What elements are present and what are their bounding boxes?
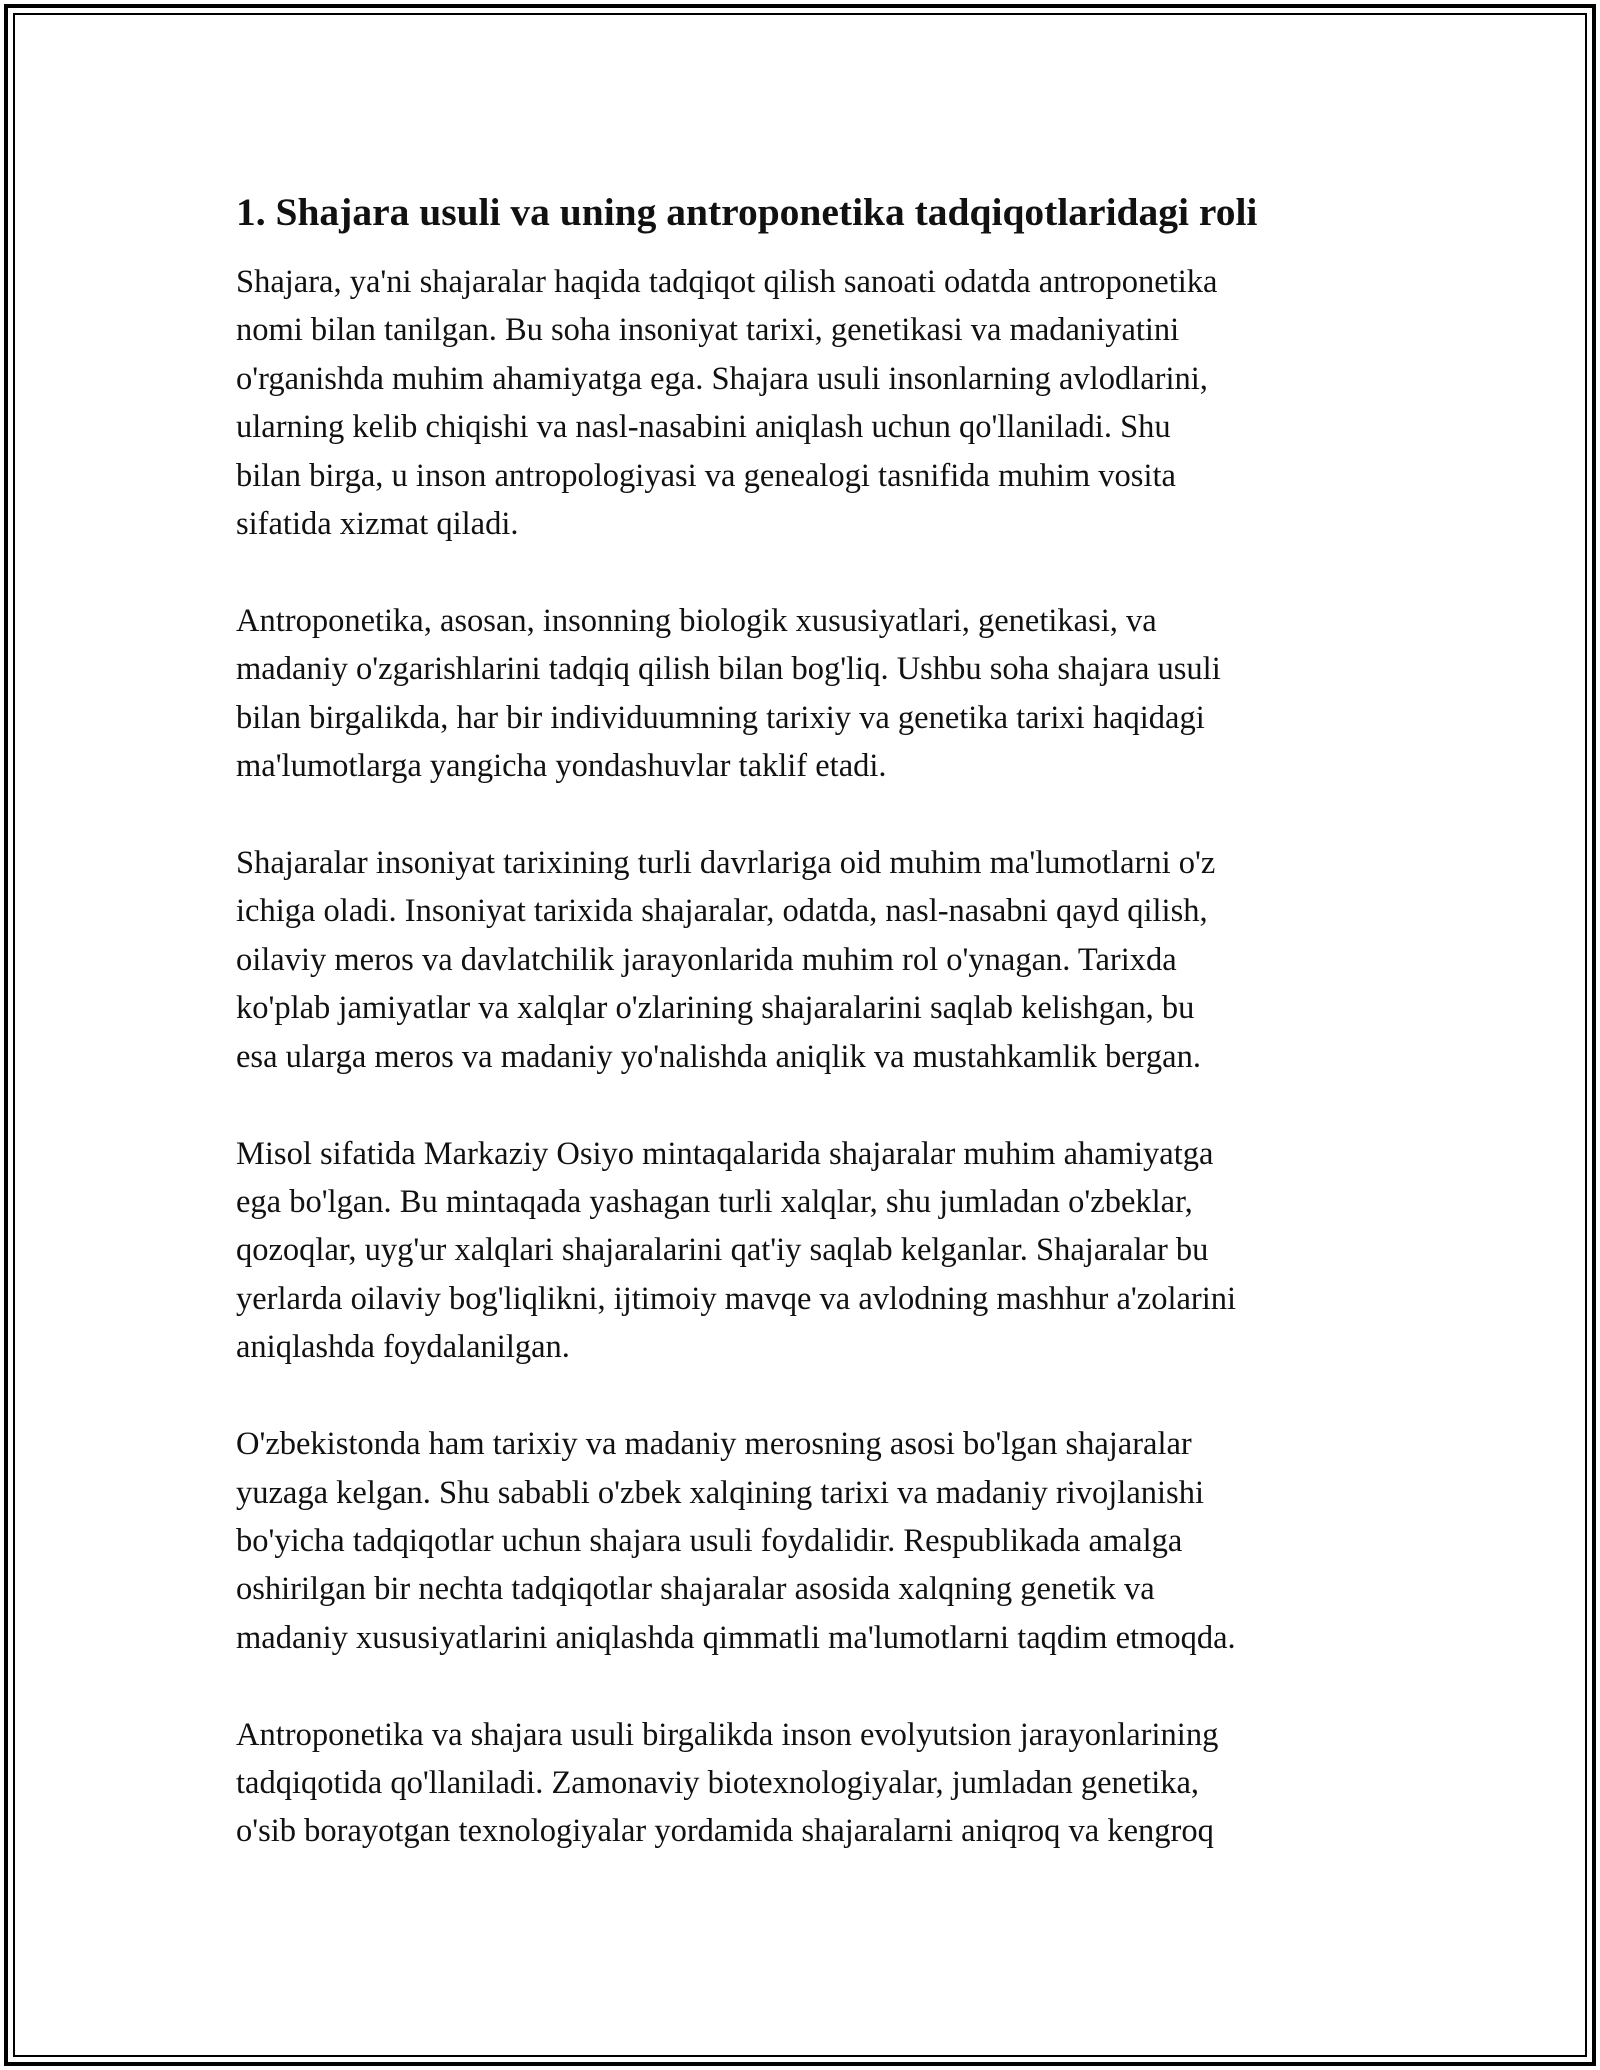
text-line: tadqiqotida qo'llaniladi. Zamonaviy biotexnologiyalar, jumladan genetika, [236,1765,1200,1802]
text-line: ma'lumotlarga yangicha yondashuvlar taklif etadi. [236,748,887,785]
text-line: Shajara, ya'ni shajaralar haqida tadqiqot qilish sanoati odatda antroponetika [236,264,1218,300]
text-line: ularning kelib chiqishi va nasl-nasabini aniqlash uchun qo'llaniladi. Shu [236,409,1171,446]
text-line: bilan birgalikda, har bir individuumning tarixiy va genetika tarixi haqidagi [236,699,1205,736]
text-line: ichiga oladi. Insoniyat tarixida shajaralar, odatda, nasl-nasabni qayd qilish, [236,893,1208,930]
text-line: Shajaralar insoniyat tarixining turli davrlariga oid muhim ma'lumotlarni o'z [236,845,1216,882]
text-line: madaniy xususiyatlarini aniqlashda qimmatli ma'lumotlarni taqdim etmoqda. [236,1619,1236,1656]
text-line: aniqlashda foydalanilgan. [236,1329,570,1366]
text-line: oshirilgan bir nechta tadqiqotlar shajaralar asosida xalqning genetik va [236,1571,1155,1608]
text-line: bilan birga, u inson antropologiyasi va genealogi tasnifida muhim vosita [236,457,1176,494]
text-line: yuzaga kelgan. Shu sababli o'zbek xalqining tarixi va madaniy rivojlanishi [236,1474,1204,1511]
paragraph-6 [236,1711,1376,1856]
text-line: Antroponetika va shajara usuli birgalikda inson evolyutsion jarayonlarining [236,1716,1219,1753]
text-line: madaniy o'zgarishlarini tadqiq qilish bilan bog'liq. Ushbu soha shajara usuli [236,651,1221,688]
text-line: ega bo'lgan. Bu mintaqada yashagan turli xalqlar, shu jumladan o'zbeklar, [236,1184,1193,1220]
text-line: Antroponetika, asosan, insonning biologik xususiyatlari, genetikasi, va [236,602,1157,639]
text-line: Misol sifatida Markaziy Osiyo mintaqalarida shajaralar muhim ahamiyatga [236,1135,1214,1172]
paragraph-2 [236,597,1376,791]
text-line: o'rganishda muhim ahamiyatga ega. Shajara usuli insonlarning avlodlarini, [236,360,1208,397]
text-line: yerlarda oilaviy bog'liqlikni, ijtimoiy mavqe va avlodning mashhur a'zolarini [236,1280,1237,1317]
text-line: qozoqlar, uyg'ur xalqlari shajaralarini qat'iy saqlab kelganlar. Shajaralar bu [236,1232,1209,1269]
document-body [236,186,1376,1904]
text-line: sifatida xizmat qiladi. [236,506,519,543]
text-line: o'sib borayotgan texnologiyalar yordamida shajaralarni aniqroq va kengroq [236,1813,1214,1850]
text-line: O'zbekistonda ham tarixiy va madaniy merosning asosi bo'lgan shajaralar [236,1426,1192,1463]
paragraph-5 [236,1420,1376,1662]
section-heading: 1. Shajara usuli va uning antroponetika tadqiqotlaridagi roli [236,190,1258,234]
text-line: bo'yicha tadqiqotlar uchun shajara usuli foydalidir. Respublikada amalga [236,1522,1183,1559]
text-line: oilaviy meros va davlatchilik jarayonlarida muhim rol o'ynagan. Tarixda [236,941,1177,978]
paragraph-1 [236,258,1376,548]
text-line: esa ularga meros va madaniy yo'nalishda aniqlik va mustahkamlik bergan. [236,1038,1201,1075]
text-line: nomi bilan tanilgan. Bu soha insoniyat tarixi, genetikasi va madaniyatini [236,312,1180,349]
paragraph-4 [236,1130,1376,1372]
text-line: ko'plab jamiyatlar va xalqlar o'zlarining shajaralarini saqlab kelishgan, bu [236,990,1195,1027]
paragraph-3 [236,839,1376,1081]
